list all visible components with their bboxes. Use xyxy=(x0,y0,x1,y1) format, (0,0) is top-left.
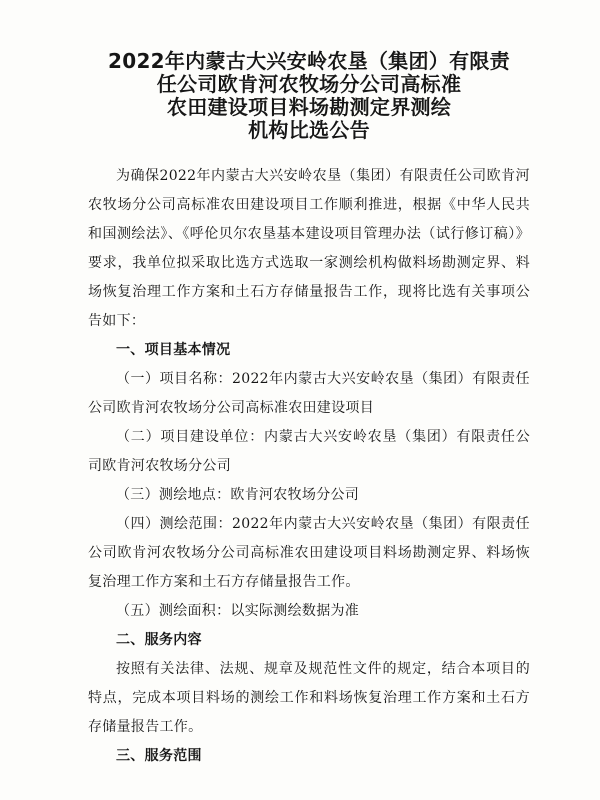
item-construction-unit: （二）项目建设单位：内蒙古大兴安岭农垦（集团）有限责任公司欧肯河农牧场分公司 xyxy=(88,429,530,474)
item-project-name: （一）项目名称：2022年内蒙古大兴安岭农垦（集团）有限责任公司欧肯河农牧场分公司高标准农田建设项目 xyxy=(88,371,530,416)
title-line-2: 任公司欧肯河农牧场分公司高标准 xyxy=(156,72,462,96)
section-2-heading: 二、服务内容 xyxy=(116,632,202,648)
intro-paragraph: 为确保2022年内蒙古大兴安岭农垦（集团）有限责任公司欧肯河农牧场分公司高标准农田建设项目工作顺利推进，根据《中华人民共和国测绘法》、《呼伦贝尔农垦基本建设项目管理办法（试行修订稿）》要求，我单位拟采取比选方式选取一家测绘机构做料场勘测定界、料场恢复治理工作方案和土石方存储量报告工作，现将比选有关事项公告如下： xyxy=(88,168,530,329)
section-3-heading: 三、服务范围 xyxy=(116,748,202,764)
item-survey-area: （五）测绘面积：以实际测绘数据为准 xyxy=(116,603,360,619)
section-1-heading: 一、项目基本情况 xyxy=(116,342,231,358)
title-line-4: 机构比选公告 xyxy=(248,118,370,142)
title-line-3: 农田建设项目料场勘测定界测绘 xyxy=(166,95,452,119)
item-survey-scope: （四）测绘范围：2022年内蒙古大兴安岭农垦（集团）有限责任公司欧肯河农牧场分公司高标准农田建设项目料场勘测定界、料场恢复治理工作方案和土石方存储量报告工作。 xyxy=(88,516,530,590)
service-content-paragraph: 按照有关法律、法规、规章及规范性文件的规定，结合本项目的特点，完成本项目料场的测绘工作和料场恢复治理工作方案和土石方存储量报告工作。 xyxy=(88,661,530,735)
title-line-1: 2022年内蒙古大兴安岭农垦（集团）有限责 xyxy=(108,49,510,73)
item-survey-location: （三）测绘地点：欧肯河农牧场分公司 xyxy=(116,487,360,503)
document-title xyxy=(88,50,530,142)
